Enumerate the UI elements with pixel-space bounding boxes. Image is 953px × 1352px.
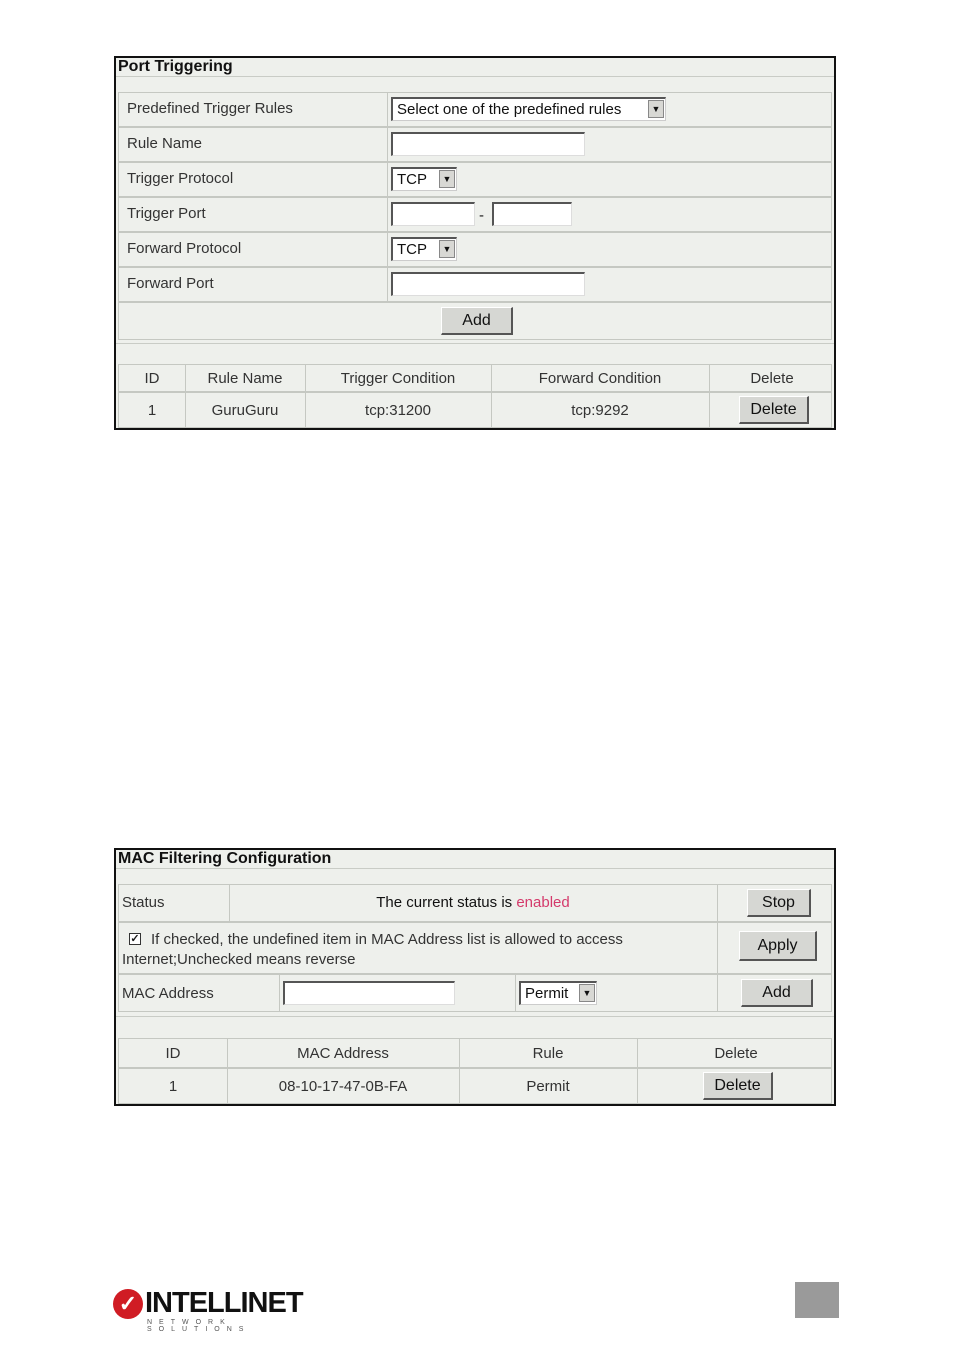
column-header-rule: Rule — [532, 1045, 564, 1062]
cell-rule: Permit — [526, 1078, 570, 1095]
mac-filtering-panel — [114, 848, 836, 1106]
predefined-rules-row — [118, 92, 832, 127]
divider — [387, 233, 388, 266]
select-value: TCP — [397, 171, 427, 188]
page-number-box — [795, 1282, 839, 1318]
field-label: Forward Port — [127, 275, 214, 292]
divider — [387, 93, 388, 126]
mac-address-input[interactable] — [283, 981, 455, 1005]
divider — [717, 885, 718, 921]
cell-trigger: tcp:31200 — [365, 402, 431, 419]
panel-title: Port Triggering — [118, 58, 233, 75]
divider — [116, 868, 834, 869]
mac-table-header — [118, 1038, 832, 1068]
delete-rule-button[interactable]: Delete — [739, 396, 809, 424]
divider — [637, 1069, 638, 1103]
checkbox-label: If checked, the undefined item in MAC Address list is allowed to access — [151, 931, 623, 948]
stop-button[interactable]: Stop — [747, 889, 811, 917]
field-label: Rule Name — [127, 135, 203, 152]
checkmark-logo-icon: ✓ — [113, 1289, 143, 1319]
rule-name-input[interactable] — [391, 132, 585, 156]
column-header-delete: Delete — [750, 370, 794, 387]
divider — [116, 76, 834, 77]
field-label: Forward Protocol — [127, 240, 242, 257]
status-badge: enabled — [516, 894, 570, 911]
field-label: Trigger Port — [127, 205, 206, 222]
divider — [387, 198, 388, 231]
default-policy-checkbox[interactable] — [129, 933, 141, 945]
apply-button[interactable]: Apply — [739, 931, 817, 961]
table-row — [118, 392, 832, 428]
status-text — [229, 894, 717, 911]
divider — [387, 163, 388, 196]
divider — [279, 975, 280, 1011]
logo-subtext: NETWORK SOLUTIONS — [147, 1319, 251, 1333]
status-row — [118, 884, 832, 922]
table-row — [118, 1068, 832, 1104]
port-triggering-panel — [114, 56, 836, 430]
cell-rule-name: GuruGuru — [211, 402, 279, 419]
predefined-rules-select[interactable] — [391, 97, 666, 121]
trigger-port-to-input[interactable] — [492, 202, 572, 226]
column-header-delete: Delete — [714, 1045, 758, 1062]
chevron-down-icon: ▼ — [579, 984, 595, 1002]
forward-protocol-row — [118, 232, 832, 267]
port-range-separator: - — [479, 207, 484, 224]
column-header-id: ID — [144, 370, 160, 387]
column-header-forward: Forward Condition — [538, 370, 662, 387]
trigger-protocol-select[interactable] — [391, 167, 457, 191]
chevron-down-icon: ▼ — [439, 240, 455, 258]
cell-mac: 08-10-17-47-0B-FA — [278, 1078, 408, 1095]
intellinet-logo — [113, 1289, 318, 1331]
logo-text: INTELLINET — [145, 1287, 303, 1319]
trigger-port-from-input[interactable] — [391, 202, 475, 226]
rule-name-row — [118, 127, 832, 162]
field-label: Status — [122, 894, 165, 911]
forward-port-input[interactable] — [391, 272, 585, 296]
field-label: Predefined Trigger Rules — [127, 100, 293, 117]
panel-title: MAC Filtering Configuration — [118, 850, 332, 867]
delete-mac-button[interactable]: Delete — [703, 1072, 773, 1100]
chevron-down-icon: ▼ — [648, 100, 664, 118]
trigger-protocol-row — [118, 162, 832, 197]
cell-forward: tcp:9292 — [571, 402, 629, 419]
cell-id: 1 — [168, 1078, 178, 1095]
divider — [387, 268, 388, 301]
status-prefix: The current status is — [376, 894, 513, 911]
select-value: Select one of the predefined rules — [397, 101, 622, 118]
forward-port-row — [118, 267, 832, 302]
divider — [717, 923, 718, 973]
add-rule-button[interactable]: Add — [441, 307, 513, 335]
rules-table-header — [118, 364, 832, 392]
divider — [387, 128, 388, 161]
divider — [116, 343, 834, 344]
divider — [515, 975, 516, 1011]
select-value: Permit — [525, 985, 569, 1002]
default-policy-row — [118, 922, 832, 974]
divider — [717, 975, 718, 1011]
rule-select[interactable] — [519, 981, 597, 1005]
select-value: TCP — [397, 241, 427, 258]
divider — [116, 1016, 834, 1017]
check-icon: ✓ — [130, 933, 140, 945]
column-header-trigger: Trigger Condition — [340, 370, 456, 387]
column-header-rule-name: Rule Name — [207, 370, 283, 387]
field-label: Trigger Protocol — [127, 170, 234, 187]
checkbox-label-continued: Internet;Unchecked means reverse — [122, 951, 356, 968]
trigger-port-row — [118, 197, 832, 232]
mac-address-row — [118, 974, 832, 1012]
cell-id: 1 — [147, 402, 157, 419]
field-label: MAC Address — [122, 985, 214, 1002]
column-header-id: ID — [165, 1045, 181, 1062]
forward-protocol-select[interactable] — [391, 237, 457, 261]
add-mac-button[interactable]: Add — [741, 979, 813, 1007]
divider — [709, 393, 710, 427]
chevron-down-icon: ▼ — [439, 170, 455, 188]
add-row — [118, 302, 832, 340]
column-header-mac: MAC Address — [297, 1045, 389, 1062]
